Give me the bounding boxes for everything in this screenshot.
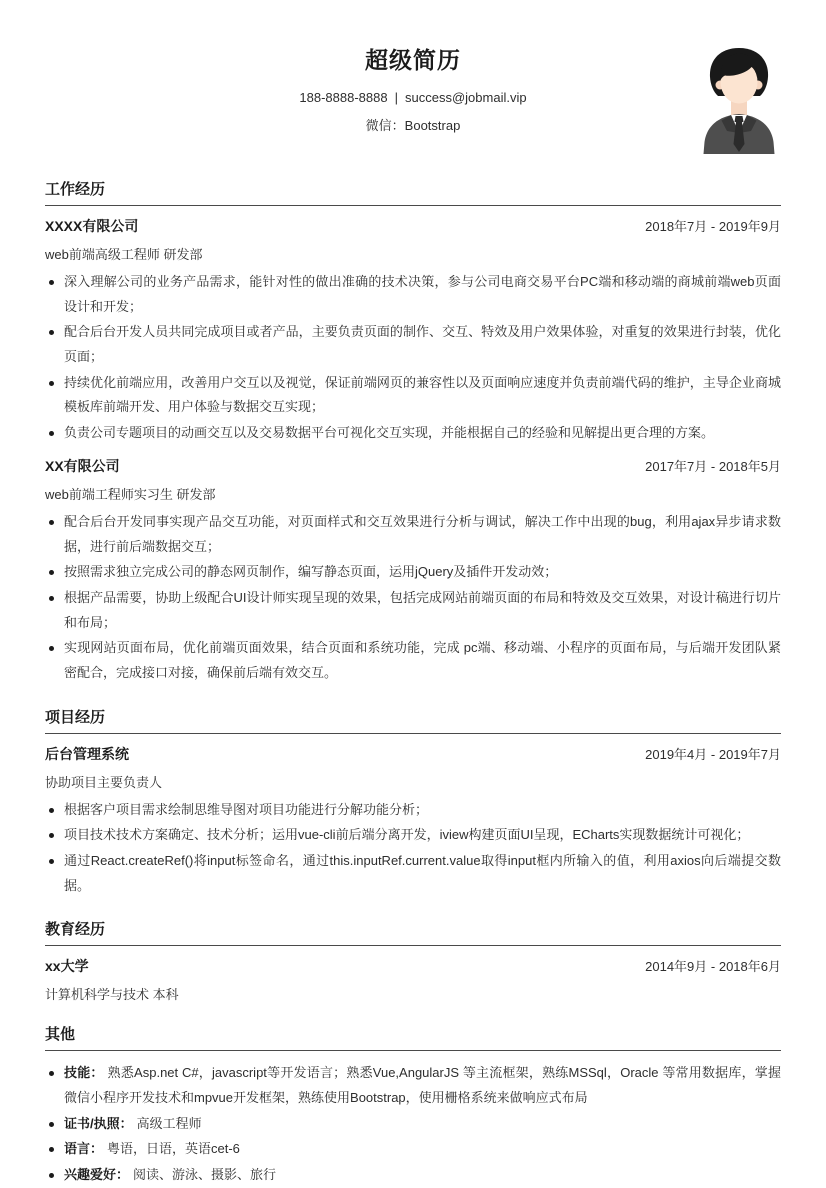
other-item-languages: [45, 1137, 781, 1162]
bullet-list: [45, 798, 781, 899]
entry-head: [45, 744, 781, 764]
entry-head: [45, 216, 781, 236]
section-heading-work: 工作经历: [45, 178, 781, 206]
company-name: XX有限公司: [45, 457, 120, 474]
bullet-item: 按照需求独立完成公司的静态网页制作，编写静态页面，运用jQuery及插件开发动效；: [45, 560, 781, 585]
avatar-tie-knot: [735, 116, 744, 122]
bullet-item: 配合后台开发人员共同完成项目或者产品，主要负责页面的制作、交互、特效及用户效果体验，对重复的效果进行封装，优化页面；: [45, 320, 781, 369]
school-name: xx大学: [45, 958, 89, 975]
wechat-label: 微信：: [365, 118, 405, 133]
bullet-item: 负责公司专题项目的动画交互以及交易数据平台可视化交互实现，并能根据自己的经验和见解提出更合理的方案。: [45, 421, 781, 446]
entry-date: 2014年9月 - 2018年6月: [645, 959, 781, 975]
entry-role: web前端高级工程师 研发部: [45, 247, 203, 262]
phone-number: 188-8888-8888: [299, 90, 388, 105]
project-entry-1: [45, 744, 781, 899]
work-entry-2: [45, 456, 781, 686]
other-item-label: 技能：: [64, 1065, 104, 1081]
bullet-item: 实现网站页面布局，优化前端页面效果，结合页面和系统功能，完成 pc端、移动端、小程序的页面布局，与后端开发团队紧密配合，完成接口对接，确保前后端有效交互。: [45, 636, 781, 685]
section-heading-others: 其他: [45, 1023, 781, 1051]
other-item-label: 证书/执照：: [64, 1115, 133, 1131]
education-detail: 计算机科学与技术 本科: [45, 987, 179, 1003]
bullet-list: [45, 270, 781, 446]
entry-date: 2018年7月 - 2019年9月: [645, 219, 781, 234]
company-name: XXXX有限公司: [45, 218, 139, 234]
bullet-item: 根据客户项目需求绘制思维导图对项目功能进行分解功能分析；: [45, 798, 781, 823]
bullet-item: 项目技术技术方案确定、技术分析；运用vue-cli前后端分离开发，iview构建页面UI呈现，ECharts实现数据统计可视化；: [45, 823, 781, 848]
resume-header: [45, 42, 781, 158]
entry-date: 2017年7月 - 2018年5月: [645, 458, 781, 474]
entry-head: [45, 956, 781, 976]
other-item-skills: [45, 1061, 781, 1110]
wechat-value: Bootstrap: [404, 118, 461, 133]
work-entry-1: [45, 216, 781, 446]
contact-line: [45, 90, 781, 105]
entry-head: [45, 456, 781, 476]
section-work-experience: [45, 178, 781, 686]
other-item-hobbies: [45, 1163, 781, 1188]
other-item-certificates: [45, 1112, 781, 1137]
bullet-item: 配合后台开发同事实现产品交互功能，对页面样式和交互效果进行分析与调试，解决工作中出现的bug，利用ajax异步请求数据，进行前后端数据交互；: [45, 510, 781, 559]
other-item-label: 语言：: [64, 1141, 104, 1157]
entry-role: 协助项目主要负责人: [45, 774, 163, 790]
entry-date: 2019年4月 - 2019年7月: [645, 746, 781, 762]
section-heading-education: 教育经历: [45, 918, 781, 946]
section-education: [45, 918, 781, 1003]
page-title: 超级简历: [365, 47, 461, 73]
bullet-item: 根据产品需要，协助上级配合UI设计师实现呈现的效果，包括完成网站前端页面的布局和特效及交互效果，对设计稿进行切片和布局；: [45, 586, 781, 635]
bullet-item: 深入理解公司的业务产品需求，能针对性的做出准确的技术决策，参与公司电商交易平台PC端和移动端的商城前端web页面设计和开发；: [45, 270, 781, 319]
section-heading-projects: 项目经历: [45, 706, 781, 734]
email-address: success@jobmail.vip: [405, 90, 527, 105]
entry-role: web前端工程师实习生 研发部: [45, 486, 216, 502]
bullet-list: [45, 510, 781, 686]
bullet-item: 通过React.createRef()将input标签命名，通过this.inputRef.current.value取得input框内所输入的值，利用axios向后端提交数据。: [45, 849, 781, 898]
section-others: [45, 1023, 781, 1187]
other-item-label: 兴趣爱好：: [64, 1167, 130, 1183]
other-item-text: 熟悉Asp.net C#，javascript等开发语言；熟悉Vue,AngularJS 等主流框架，熟练MSSql，Oracle 等常用数据库，掌握微信小程序开发技术和mpvue开发框架，熟练使用Bootstrap，使用栅格系统来做响应式布局: [64, 1065, 781, 1106]
contact-separator: |: [394, 90, 398, 105]
other-item-text: 阅读、游泳、摄影、旅行: [133, 1167, 277, 1183]
project-name: 后台管理系统: [45, 745, 129, 762]
other-item-text: 粤语，日语，英语cet-6: [107, 1141, 240, 1157]
wechat-line: [45, 115, 781, 134]
avatar: [697, 44, 781, 154]
male-avatar-icon: [697, 44, 781, 154]
bullet-item: 持续优化前端应用，改善用户交互以及视觉，保证前端网页的兼容性以及页面响应速度并负责前端代码的维护，主导企业商城模板库前端开发、用户体验与数据交互实现；: [45, 371, 781, 420]
education-entry-1: [45, 956, 781, 1003]
other-item-text: 高级工程师: [136, 1115, 202, 1131]
section-project-experience: [45, 706, 781, 899]
